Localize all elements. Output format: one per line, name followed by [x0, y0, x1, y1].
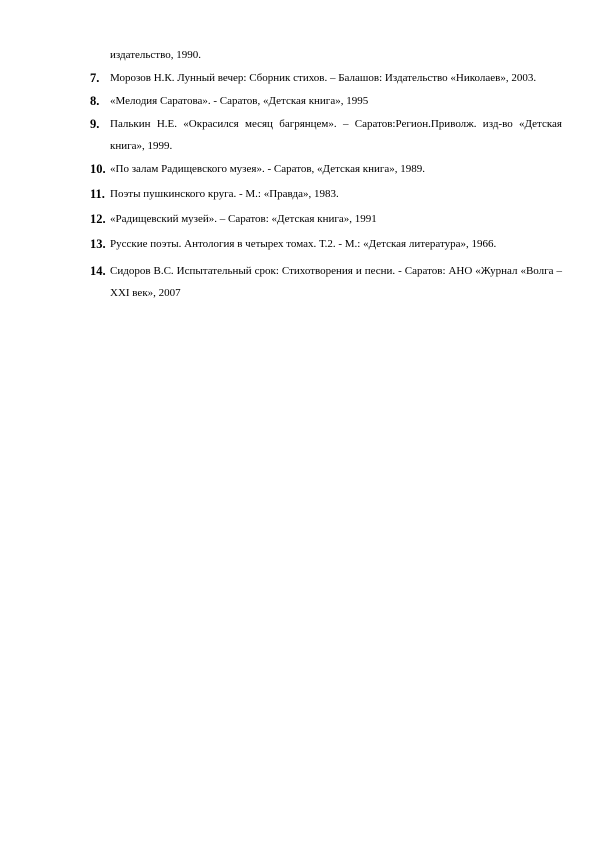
bibliography-entry-9 [90, 113, 562, 157]
entry-number: 14. [90, 264, 106, 278]
entry-text: Русские поэты. Антология в четырех томах. Т.2. - М.: «Детская литература», 1966. [110, 238, 497, 250]
bibliography-entry-8 [90, 90, 562, 112]
bibliography-list [90, 44, 562, 304]
bibliography-continuation [90, 44, 562, 66]
entry-text: «Радищевский музей». – Саратов: «Детская книга», 1991 [110, 213, 377, 225]
entry-text: Морозов Н.К. Лунный вечер: Сборник стихов. – Балашов: Издательство «Николаев», 2003. [110, 72, 537, 84]
entry-number: 11. [90, 187, 105, 201]
bibliography-entry-7 [90, 67, 562, 89]
entry-number: 9. [90, 117, 100, 131]
entry-number: 12. [90, 212, 106, 226]
entry-text: Сидоров В.С. Испытательный срок: Стихотворения и песни. - Саратов: АНО «Журнал «Волга – XXI век», 2007 [110, 265, 562, 299]
bibliography-entry-14 [90, 260, 562, 304]
entry-number: 7. [90, 71, 100, 85]
entry-number: 8. [90, 94, 100, 108]
bibliography-entry-10 [90, 158, 562, 180]
entry-text: «Мелодия Саратова». - Саратов, «Детская книга», 1995 [110, 95, 369, 107]
entry-number: 13. [90, 237, 106, 251]
entry-text: Поэты пушкинского круга. - М.: «Правда», 1983. [110, 188, 339, 200]
bibliography-entry-12 [90, 208, 562, 230]
entry-text: Палькин Н.Е. «Окрасился месяц багрянцем». – Саратов:Регион.Приволж. изд-во «Детская книга», 1999. [110, 118, 562, 152]
bibliography-entry-11 [90, 183, 562, 205]
entry-number: 10. [90, 162, 106, 176]
entry-text: издательство, 1990. [110, 49, 201, 61]
bibliography-entry-13 [90, 233, 562, 255]
entry-text: «По залам Радищевского музея». - Саратов, «Детская книга», 1989. [110, 163, 426, 175]
